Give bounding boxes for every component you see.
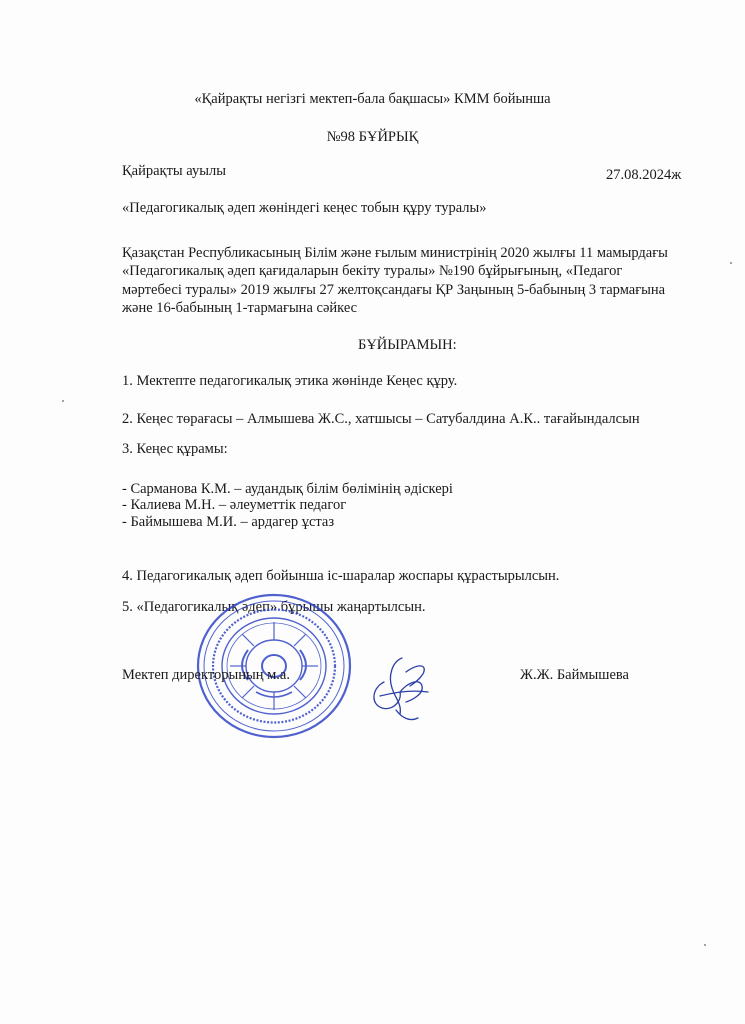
order-heading: БҰЙЫРАМЫН: bbox=[358, 337, 457, 353]
list-item-3: 3. Кеңес құрамы: bbox=[122, 441, 228, 457]
preamble-line-2: «Педагогикалық әдеп қағидаларын бекіту туралы» №190 бұйрығының, «Педагог bbox=[122, 263, 623, 279]
order-subject: «Педагогикалық әдеп жөніндегі кеңес тобын құру туралы» bbox=[122, 200, 487, 216]
order-date: 27.08.2024ж bbox=[606, 167, 682, 183]
council-member-1: - Сарманова К.М. – аудандық білім бөлімінің әдіскері bbox=[122, 481, 453, 497]
scan-speck bbox=[730, 262, 732, 264]
signatory-position: Мектеп директорының м.а. bbox=[122, 667, 290, 683]
council-member-3: - Баймышева М.И. – ардагер ұстаз bbox=[122, 514, 335, 530]
preamble-line-3: мәртебесі туралы» 2019 жылғы 27 желтоқсандағы ҚР Заңының 5-бабының 3 тармағына bbox=[122, 282, 666, 298]
council-member-2: - Калиева М.Н. – әлеуметтік педагог bbox=[122, 497, 347, 513]
village-name: Қайрақты ауылы bbox=[122, 163, 226, 179]
director-name: Ж.Ж. Баймышева bbox=[520, 667, 629, 683]
handwritten-signature bbox=[362, 652, 436, 726]
list-item-4: 4. Педагогикалық әдеп бойынша іс-шаралар жоспары құрастырылсын. bbox=[122, 568, 560, 584]
list-item-1: 1. Мектепте педагогикалық этика жөнінде Кеңес құру. bbox=[122, 373, 458, 389]
list-item-2: 2. Кеңес төрағасы – Алмышева Ж.С., хатшысы – Сатубалдина А.К.. тағайындалсын bbox=[122, 411, 640, 427]
scan-speck bbox=[62, 400, 64, 402]
preamble-line-4: және 16-бабының 1-тармағына сәйкес bbox=[122, 300, 358, 316]
scan-speck bbox=[704, 944, 706, 946]
preamble-line-1: Қазақстан Республикасының Білім және ғылым министрінің 2020 жылғы 11 мамырдағы bbox=[122, 245, 668, 261]
order-number: №98 БҰЙРЫҚ bbox=[326, 129, 419, 145]
list-item-5: 5. «Педагогикалық әдеп» бұрышы жаңартылсын. bbox=[122, 599, 426, 615]
organization-line: «Қайрақты негізгі мектеп-бала бақшасы» КММ бойынша bbox=[194, 91, 551, 107]
